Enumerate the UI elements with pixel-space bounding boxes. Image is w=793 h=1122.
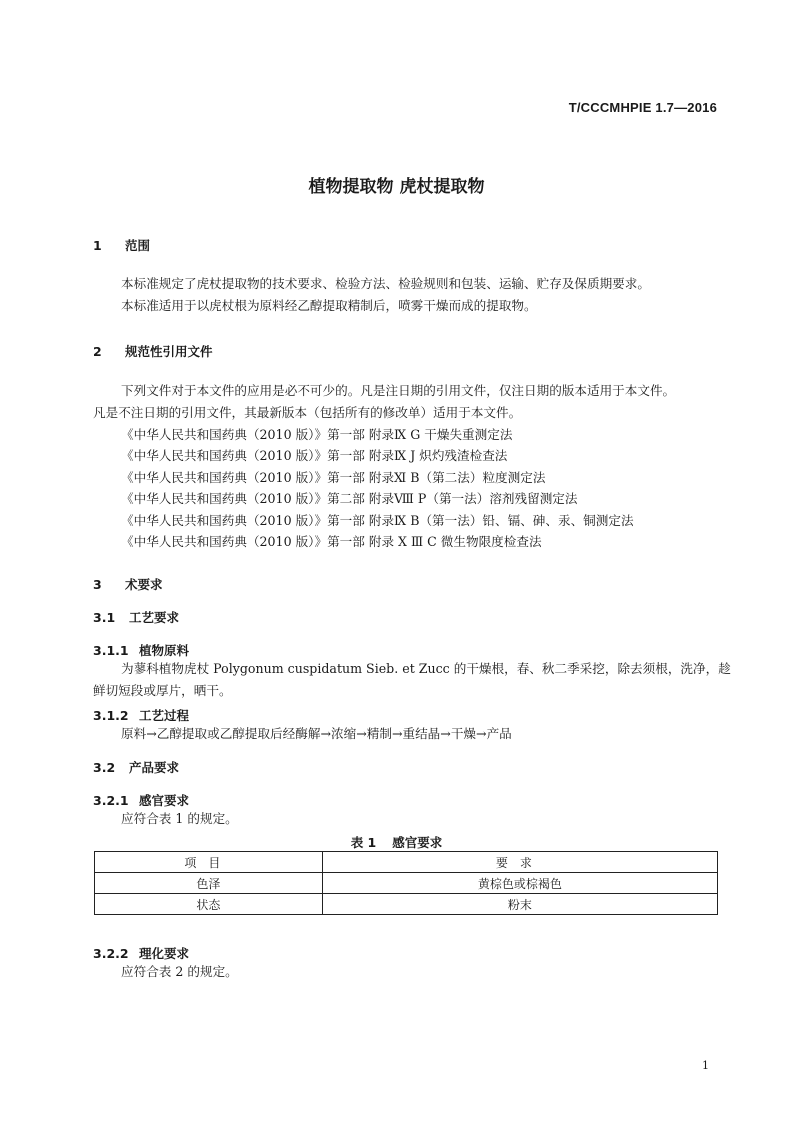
section-number: 3 [93,577,102,592]
section-title: 术要求 [125,577,163,592]
table-cell: 状态 [95,894,323,915]
section-heading-3-1-1 [93,641,189,659]
section-number: 3.1 [93,610,116,625]
paragraph-line: 鲜切短段或厚片，晒干。 [93,683,232,698]
section-title: 产品要求 [129,760,180,775]
section-heading-3-2 [93,758,179,776]
reference-item: 《中华人民共和国药典（2010 版）》第一部 附录 X Ⅲ C 微生物限度检查法 [121,534,542,550]
paragraph-line: 为蓼科植物虎杖 Polygonum cuspidatum Sieb. et Zucc 的干燥根，春、秋二季采挖，除去须根，洗净，趁 [121,661,731,676]
section-heading-3-2-2 [93,944,189,962]
section-1-body [121,273,718,317]
page-title: 植物提取物 虎杖提取物 [308,177,485,197]
table-header-requirement: 要求 [322,852,717,873]
table-row [95,873,718,894]
table-header-row [95,852,718,873]
section-number: 3.2.2 [93,946,129,961]
section-heading-3-1 [93,608,179,626]
reference-item: 《中华人民共和国药典（2010 版）》第一部 附录Ⅸ G 干燥失重测定法 [121,427,513,442]
section-number: 3.1.1 [93,643,129,658]
table-cell: 黄棕色或棕褐色 [322,873,717,894]
document-code: T/CCCMHPIE 1.7—2016 [568,100,717,115]
section-title: 工艺过程 [139,708,190,723]
table-caption-title: 感官要求 [392,835,443,850]
paragraph-line: 原料→乙醇提取或乙醇提取后经酶解→浓缩→精制→重结晶→干燥→产品 [121,726,512,741]
section-title: 理化要求 [139,946,190,961]
section-heading-3-1-2 [93,706,189,724]
section-heading-3 [93,575,163,593]
section-3-2-1-body [121,808,718,830]
sensory-requirements-table [94,851,718,915]
section-title: 感官要求 [139,793,190,808]
reference-item: 《中华人民共和国药典（2010 版）》第一部 附录Ⅸ B（第一法）铅、镉、砷、汞、铜测定法 [121,512,634,528]
paragraph-line: 凡是不注日期的引用文件，其最新版本（包括所有的修改单）适用于本文件。 [93,405,522,420]
table-cell: 色泽 [95,873,323,894]
paragraph-line: 下列文件对于本文件的应用是必不可少的。凡是注日期的引用文件，仅注日期的版本适用于本文件。 [121,383,676,398]
table-row [95,894,718,915]
reference-list [121,424,718,552]
reference-item: 《中华人民共和国药典（2010 版）》第二部 附录Ⅷ P（第一法）溶剂残留测定法 [121,491,578,507]
reference-item: 《中华人民共和国药典（2010 版）》第一部 附录Ⅸ J 炽灼残渣检查法 [121,448,508,464]
table-caption [0,833,793,851]
paragraph-line: 本标准规定了虎杖提取物的技术要求、检验方法、检验规则和包装、运输、贮存及保质期要求。 [121,276,650,291]
section-2-intro [93,380,718,424]
section-heading-2 [93,342,213,360]
section-heading-3-2-1 [93,791,189,809]
section-number: 3.2 [93,760,116,775]
section-heading-1 [93,236,150,254]
section-title: 工艺要求 [129,610,180,625]
section-number: 1 [93,238,102,253]
section-3-1-2-body [121,723,718,745]
section-title: 规范性引用文件 [125,344,213,359]
paragraph-line: 应符合表 1 的规定。 [121,811,238,826]
table-caption-number: 表 1 [350,835,377,850]
section-number: 3.2.1 [93,793,129,808]
section-3-2-2-body [121,961,718,983]
section-number: 3.1.2 [93,708,129,723]
paragraph-line: 本标准适用于以虎杖根为原料经乙醇提取精制后，喷雾干燥而成的提取物。 [121,298,537,313]
section-title: 植物原料 [139,643,190,658]
page-number: 1 [702,1059,709,1072]
section-3-1-1-body [93,658,731,702]
reference-item: 《中华人民共和国药典（2010 版）》第一部 附录Ⅺ B（第二法）粒度测定法 [121,469,546,485]
table-cell: 粉末 [322,894,717,915]
section-title: 范围 [125,238,151,253]
table-header-item: 项目 [95,852,323,873]
paragraph-line: 应符合表 2 的规定。 [121,964,238,979]
section-number: 2 [93,344,102,359]
